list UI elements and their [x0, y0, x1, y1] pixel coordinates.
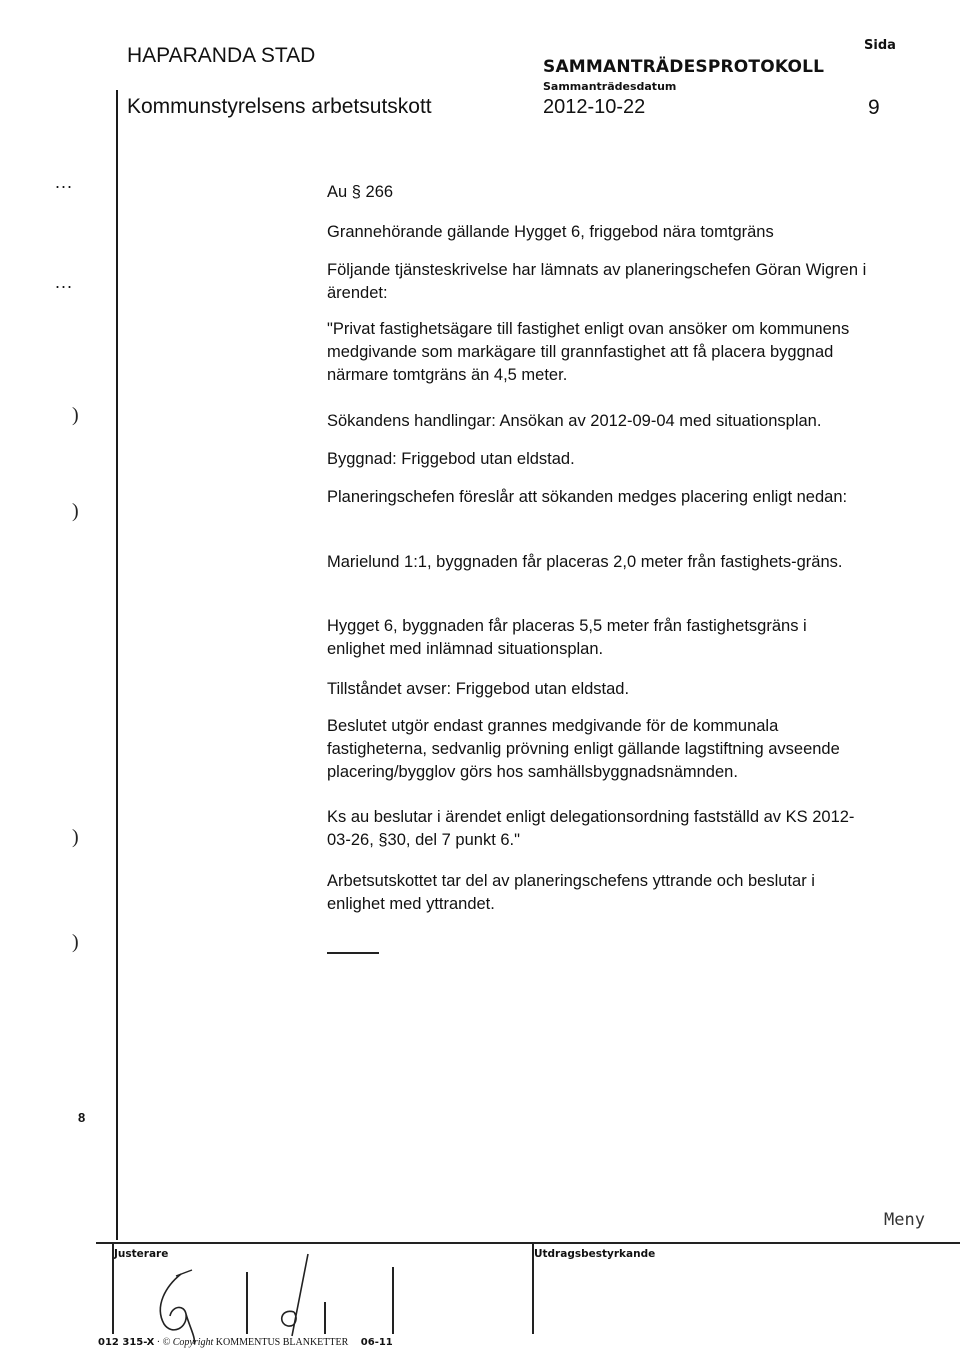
conclusion-paragraph: Arbetsutskottet tar del av planeringschefens yttrande och beslutar i enlighet med yttrandet. [327, 872, 815, 913]
page-number: 9 [868, 96, 880, 119]
footer-divider [246, 1272, 248, 1334]
permission-paragraph: Tillståndet avser: Friggebod utan eldstad. [327, 680, 630, 698]
quote-paragraph: "Privat fastighetsägare till fastighet enligt ovan ansöker om kommunens medgivande som markägare till grannfastighet att få placera byggnad närmare tomtgräns än 4,5 meter. [327, 320, 850, 384]
copyright-notice: © Copyright [162, 1337, 214, 1348]
side-number: 8 [78, 1110, 86, 1125]
margin-dots: ... [55, 172, 74, 192]
end-rule [327, 952, 379, 954]
section-number: Au § 266 [327, 183, 394, 201]
hygget-paragraph: Hygget 6, byggnaden får placeras 5,5 meter från fastighetsgräns i enlighet med inlämnad situationsplan. [327, 617, 807, 658]
meeting-date: 2012-10-22 [543, 96, 646, 118]
committee-name: Kommunstyrelsens arbetsutskott [127, 95, 432, 118]
form-code: 012 315-X [98, 1337, 155, 1348]
margin-dots: ... [55, 272, 74, 292]
marielund-paragraph: Marielund 1:1, byggnaden får placeras 2,0 meter från fastighets-gräns. [327, 553, 843, 571]
form-version: 06-11 [360, 1337, 393, 1348]
hole-punch-mark: ) [72, 404, 79, 426]
hole-punch-mark: ) [72, 931, 79, 953]
proposal-paragraph: Planeringschefen föreslår att sökanden medges placering enligt nedan: [327, 488, 848, 506]
organization-name: HAPARANDA STAD [127, 44, 316, 67]
hole-punch-mark: ) [72, 826, 79, 848]
case-title: Grannehörande gällande Hygget 6, friggebod nära tomtgräns [327, 223, 774, 241]
intro-paragraph: Följande tjänsteskrivelse har lämnats av planeringschefen Göran Wigren i ärendet: [327, 261, 867, 302]
delegation-paragraph: Ks au beslutar i ärendet enligt delegationsordning fastställd av KS 2012-03-26, §30, del 7 punkt 6." [327, 808, 855, 849]
justerare-label: Justerare [114, 1248, 169, 1260]
page-label: Sida [864, 38, 896, 53]
signature-footer [96, 1242, 960, 1358]
decision-note-paragraph: Beslutet utgör endast grannes medgivande för de kommunala fastigheterna, sedvanlig prövning enligt gällande lagstiftning avseende placering/bygglov görs hos samhällsbyggnadsnämnden. [327, 717, 840, 781]
footer-divider [324, 1302, 326, 1334]
form-copyright: 012 315-X · © Copyright KOMMENTUS BLANKETTER 06-11 [98, 1337, 393, 1348]
footer-divider [392, 1267, 394, 1334]
footer-divider [112, 1242, 114, 1334]
meeting-date-label: Sammanträdesdatum [543, 80, 677, 93]
applicant-documents: Sökandens handlingar: Ansökan av 2012-09-04 med situationsplan. [327, 412, 822, 430]
margin-rule [116, 90, 118, 1240]
utdrag-label: Utdragsbestyrkande [534, 1248, 656, 1260]
hole-punch-mark: ) [72, 500, 79, 522]
signature-2 [270, 1252, 320, 1338]
publisher-name: KOMMENTUS BLANKETTER [215, 1337, 349, 1348]
footer-divider [532, 1242, 534, 1334]
protocol-title: SAMMANTRÄDESPROTOKOLL [543, 57, 825, 77]
meny-stamp: Meny [884, 1210, 925, 1230]
footer-top-rule [96, 1242, 960, 1244]
building-type: Byggnad: Friggebod utan eldstad. [327, 450, 575, 468]
signature-1 [136, 1266, 226, 1346]
